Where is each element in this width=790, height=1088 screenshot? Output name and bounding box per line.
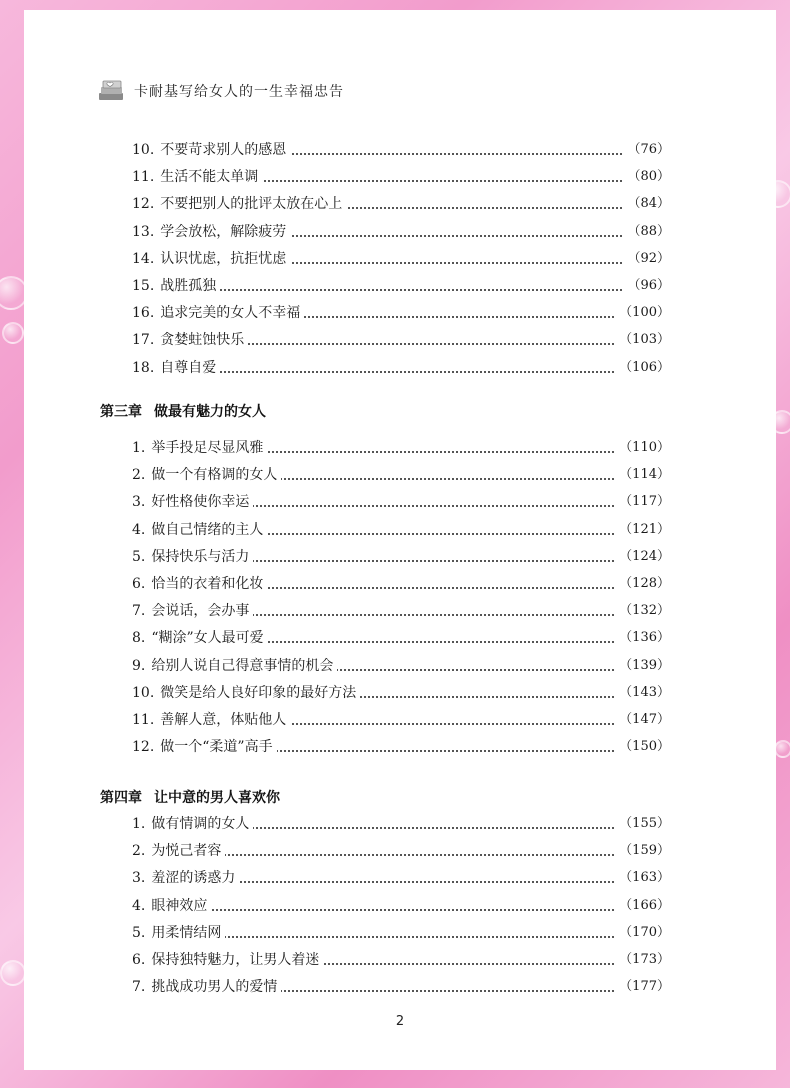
toc-entry-page: （88） — [623, 220, 670, 244]
toc-entry-label — [132, 921, 225, 945]
toc-entry[interactable] — [24, 839, 776, 863]
toc-entry-label — [132, 948, 323, 972]
toc-entry-page: （117） — [615, 490, 670, 514]
toc-entry-label — [132, 436, 267, 460]
toc-entry[interactable] — [24, 812, 776, 836]
toc-entry-label — [132, 894, 211, 918]
chapter-heading — [100, 401, 278, 423]
toc-entry-label — [132, 681, 360, 705]
toc-entry-number: 6. — [132, 952, 146, 968]
toc-entry-title: 微笑是给人良好印象的最好方法 — [160, 684, 357, 701]
toc-entry-title: 善解人意，体贴他人 — [160, 712, 287, 728]
toc-entry-label — [132, 463, 281, 487]
toc-entry[interactable] — [24, 545, 776, 569]
toc-entry-label — [132, 975, 281, 999]
toc-entry-page: （110） — [615, 436, 670, 460]
toc-entry-title: 追求完美的女人不幸福 — [160, 305, 301, 322]
toc-entry-title: 举手投足尽显风雅 — [151, 440, 264, 456]
toc-entry-label — [132, 812, 253, 836]
toc-entry-number: 14. — [132, 250, 155, 267]
toc-entry-label — [132, 518, 267, 542]
toc-entry-label — [132, 545, 253, 569]
toc-entry-title: 眼神效应 — [151, 897, 208, 914]
toc-entry-page: （132） — [615, 599, 670, 623]
toc-entry-label — [132, 708, 290, 732]
toc-entry-page: （143） — [615, 681, 670, 705]
toc-entry[interactable] — [24, 948, 776, 972]
chapter-title: 让中意的男人喜欢你 — [154, 790, 280, 806]
decorative-bubble — [0, 960, 26, 986]
toc-entry-label — [132, 599, 253, 623]
chapter-number: 第三章 — [100, 404, 142, 420]
toc-entry-number: 4. — [132, 521, 146, 538]
toc-entry-title: 好性格使你幸运 — [151, 494, 250, 511]
toc-entry-number: 3. — [132, 494, 146, 511]
toc-entry-page: （173） — [615, 948, 670, 972]
toc-entry-number: 16. — [132, 305, 155, 322]
page-number: 2 — [395, 1014, 405, 1029]
toc-entry-title: 做自己情绪的主人 — [151, 521, 264, 538]
toc-entry-number: 7. — [132, 979, 146, 996]
toc-entry-title: 战胜孤独 — [160, 278, 217, 294]
toc-entry-label — [132, 866, 239, 890]
toc-entry-label — [132, 165, 262, 189]
toc-entry-label — [132, 735, 277, 759]
toc-entry-number: 11. — [132, 712, 155, 728]
toc-entry-title: 保持快乐与活力 — [151, 548, 250, 565]
toc-entry-page: （147） — [615, 708, 670, 732]
chapter-heading — [100, 787, 292, 809]
toc-entry-title: 生活不能太单调 — [160, 169, 259, 186]
toc-entry-page: （114） — [615, 463, 670, 487]
decorative-bubble — [2, 322, 24, 344]
toc-entry-page: （92） — [623, 247, 670, 271]
toc-entry-page: （166） — [615, 894, 670, 918]
toc-entry-label — [132, 274, 220, 298]
toc-entry[interactable] — [24, 708, 776, 732]
toc-entry-number: 15. — [132, 278, 155, 294]
toc-entry-title: 不要苛求别人的感恩 — [160, 142, 287, 158]
toc-entry-number: 11. — [132, 169, 155, 186]
toc-entry[interactable] — [24, 518, 776, 542]
toc-entry-title: 不要把别人的批评太放在心上 — [160, 196, 343, 213]
toc-entry-title: 用柔情结网 — [151, 924, 222, 941]
toc-entry-title: 做一个“柔道”高手 — [160, 739, 273, 756]
toc-entry-title: “糊涂”女人最可爱 — [151, 630, 264, 647]
toc-entry-title: 学会放松，解除疲劳 — [160, 223, 287, 240]
toc-entry-number: 1. — [132, 440, 146, 456]
toc-entry-page: （170） — [615, 921, 670, 945]
toc-entry-title: 羞涩的诱惑力 — [151, 870, 236, 887]
toc-entry[interactable] — [24, 301, 776, 325]
toc-entry-page: （96） — [623, 274, 670, 298]
toc-entry-page: （84） — [623, 192, 670, 216]
running-header — [96, 74, 344, 108]
toc-entry[interactable] — [24, 681, 776, 705]
toc-entry[interactable] — [24, 921, 776, 945]
toc-entry-page: （159） — [615, 839, 670, 863]
toc-entry-label — [132, 572, 267, 596]
toc-entry-label — [132, 839, 225, 863]
toc-entry[interactable] — [24, 626, 776, 650]
toc-entry-number: 2. — [132, 467, 146, 484]
toc-entry[interactable] — [24, 975, 776, 999]
toc-entry-label — [132, 626, 268, 650]
toc-entry[interactable] — [24, 572, 776, 596]
toc-entry-number: 5. — [132, 924, 146, 941]
toc-entry[interactable] — [24, 138, 776, 162]
toc-entry-label — [132, 356, 220, 380]
toc-entry-label — [132, 220, 290, 244]
toc-entry-page: （76） — [623, 138, 670, 162]
book-stack-icon — [96, 79, 126, 103]
toc-entry-page: （128） — [615, 572, 670, 596]
toc-entry-number: 3. — [132, 870, 146, 887]
toc-entry-number: 9. — [132, 657, 146, 674]
toc-entry-number: 1. — [132, 816, 146, 832]
chapter-title: 做最有魅力的女人 — [154, 404, 266, 420]
toc-entry-number: 10. — [132, 684, 155, 701]
toc-entry-page: （80） — [623, 165, 670, 189]
toc-entry-number: 17. — [132, 332, 155, 349]
toc-entry[interactable] — [24, 463, 776, 487]
toc-entry-title: 做一个有格调的女人 — [151, 467, 278, 484]
toc-entry-page: （106） — [615, 356, 670, 380]
document-page — [24, 10, 776, 1070]
toc-entry[interactable] — [24, 866, 776, 890]
dot-leader — [132, 909, 666, 911]
toc-entry[interactable] — [24, 192, 776, 216]
toc-entry-page: （103） — [615, 328, 670, 352]
toc-entry-title: 挑战成功男人的爱情 — [151, 979, 278, 996]
toc-entry-number: 5. — [132, 548, 146, 565]
toc-entry-label — [132, 490, 253, 514]
toc-entry-title: 做有情调的女人 — [151, 816, 250, 832]
toc-entry-page: （150） — [615, 735, 670, 759]
toc-entry-page: （124） — [615, 545, 670, 569]
toc-entry-number: 4. — [132, 897, 146, 914]
toc-entry[interactable] — [24, 436, 776, 460]
toc-entry[interactable] — [24, 599, 776, 623]
toc-entry-title: 恰当的衣着和化妆 — [151, 576, 264, 592]
toc-entry-page: （155） — [615, 812, 670, 836]
toc-entry-page: （100） — [615, 301, 670, 325]
chapter-number: 第四章 — [100, 790, 142, 806]
toc-entry-page: （121） — [615, 518, 670, 542]
book-title: 卡耐基写给女人的一生幸福忠告 — [134, 84, 344, 100]
toc-entry[interactable] — [24, 247, 776, 271]
toc-entry[interactable] — [24, 654, 776, 678]
toc-entry-number: 10. — [132, 142, 155, 158]
toc-entry[interactable] — [24, 356, 776, 380]
toc-entry-number: 6. — [132, 576, 146, 592]
toc-entry[interactable] — [24, 328, 776, 352]
toc-entry[interactable] — [24, 735, 776, 759]
toc-entry[interactable] — [24, 274, 776, 298]
decorative-bubble — [774, 740, 790, 758]
toc-entry-page: （136） — [615, 626, 670, 650]
toc-entry[interactable] — [24, 220, 776, 244]
toc-entry-title: 自尊自爱 — [160, 359, 217, 376]
toc-entry-title: 认识忧虑，抗拒忧虑 — [160, 250, 287, 267]
toc-entry-page: （163） — [615, 866, 670, 890]
toc-entry-page: （177） — [615, 975, 670, 999]
toc-entry-number: 2. — [132, 843, 146, 860]
toc-entry-label — [132, 328, 248, 352]
toc-entry-number: 8. — [132, 630, 146, 647]
toc-entry-label — [132, 192, 346, 216]
toc-entry-label — [132, 247, 290, 271]
toc-entry-number: 13. — [132, 223, 155, 240]
toc-entry-number: 7. — [132, 603, 146, 620]
toc-entry-number: 12. — [132, 196, 155, 213]
toc-entry-title: 保持独特魅力，让男人着迷 — [151, 952, 320, 968]
toc-entry-page: （139） — [615, 654, 670, 678]
toc-entry[interactable] — [24, 165, 776, 189]
toc-entry-label — [132, 138, 290, 162]
toc-entry-title: 为悦己者容 — [151, 843, 222, 860]
toc-entry-title: 贪婪蛀蚀快乐 — [160, 332, 245, 349]
toc-entry[interactable] — [24, 490, 776, 514]
toc-entry-number: 18. — [132, 359, 155, 376]
toc-entry-number: 12. — [132, 739, 155, 756]
toc-entry[interactable] — [24, 894, 776, 918]
toc-entry-label — [132, 654, 337, 678]
toc-entry-title: 给别人说自己得意事情的机会 — [151, 657, 334, 674]
toc-entry-title: 会说话，会办事 — [151, 603, 250, 620]
toc-entry-label — [132, 301, 304, 325]
